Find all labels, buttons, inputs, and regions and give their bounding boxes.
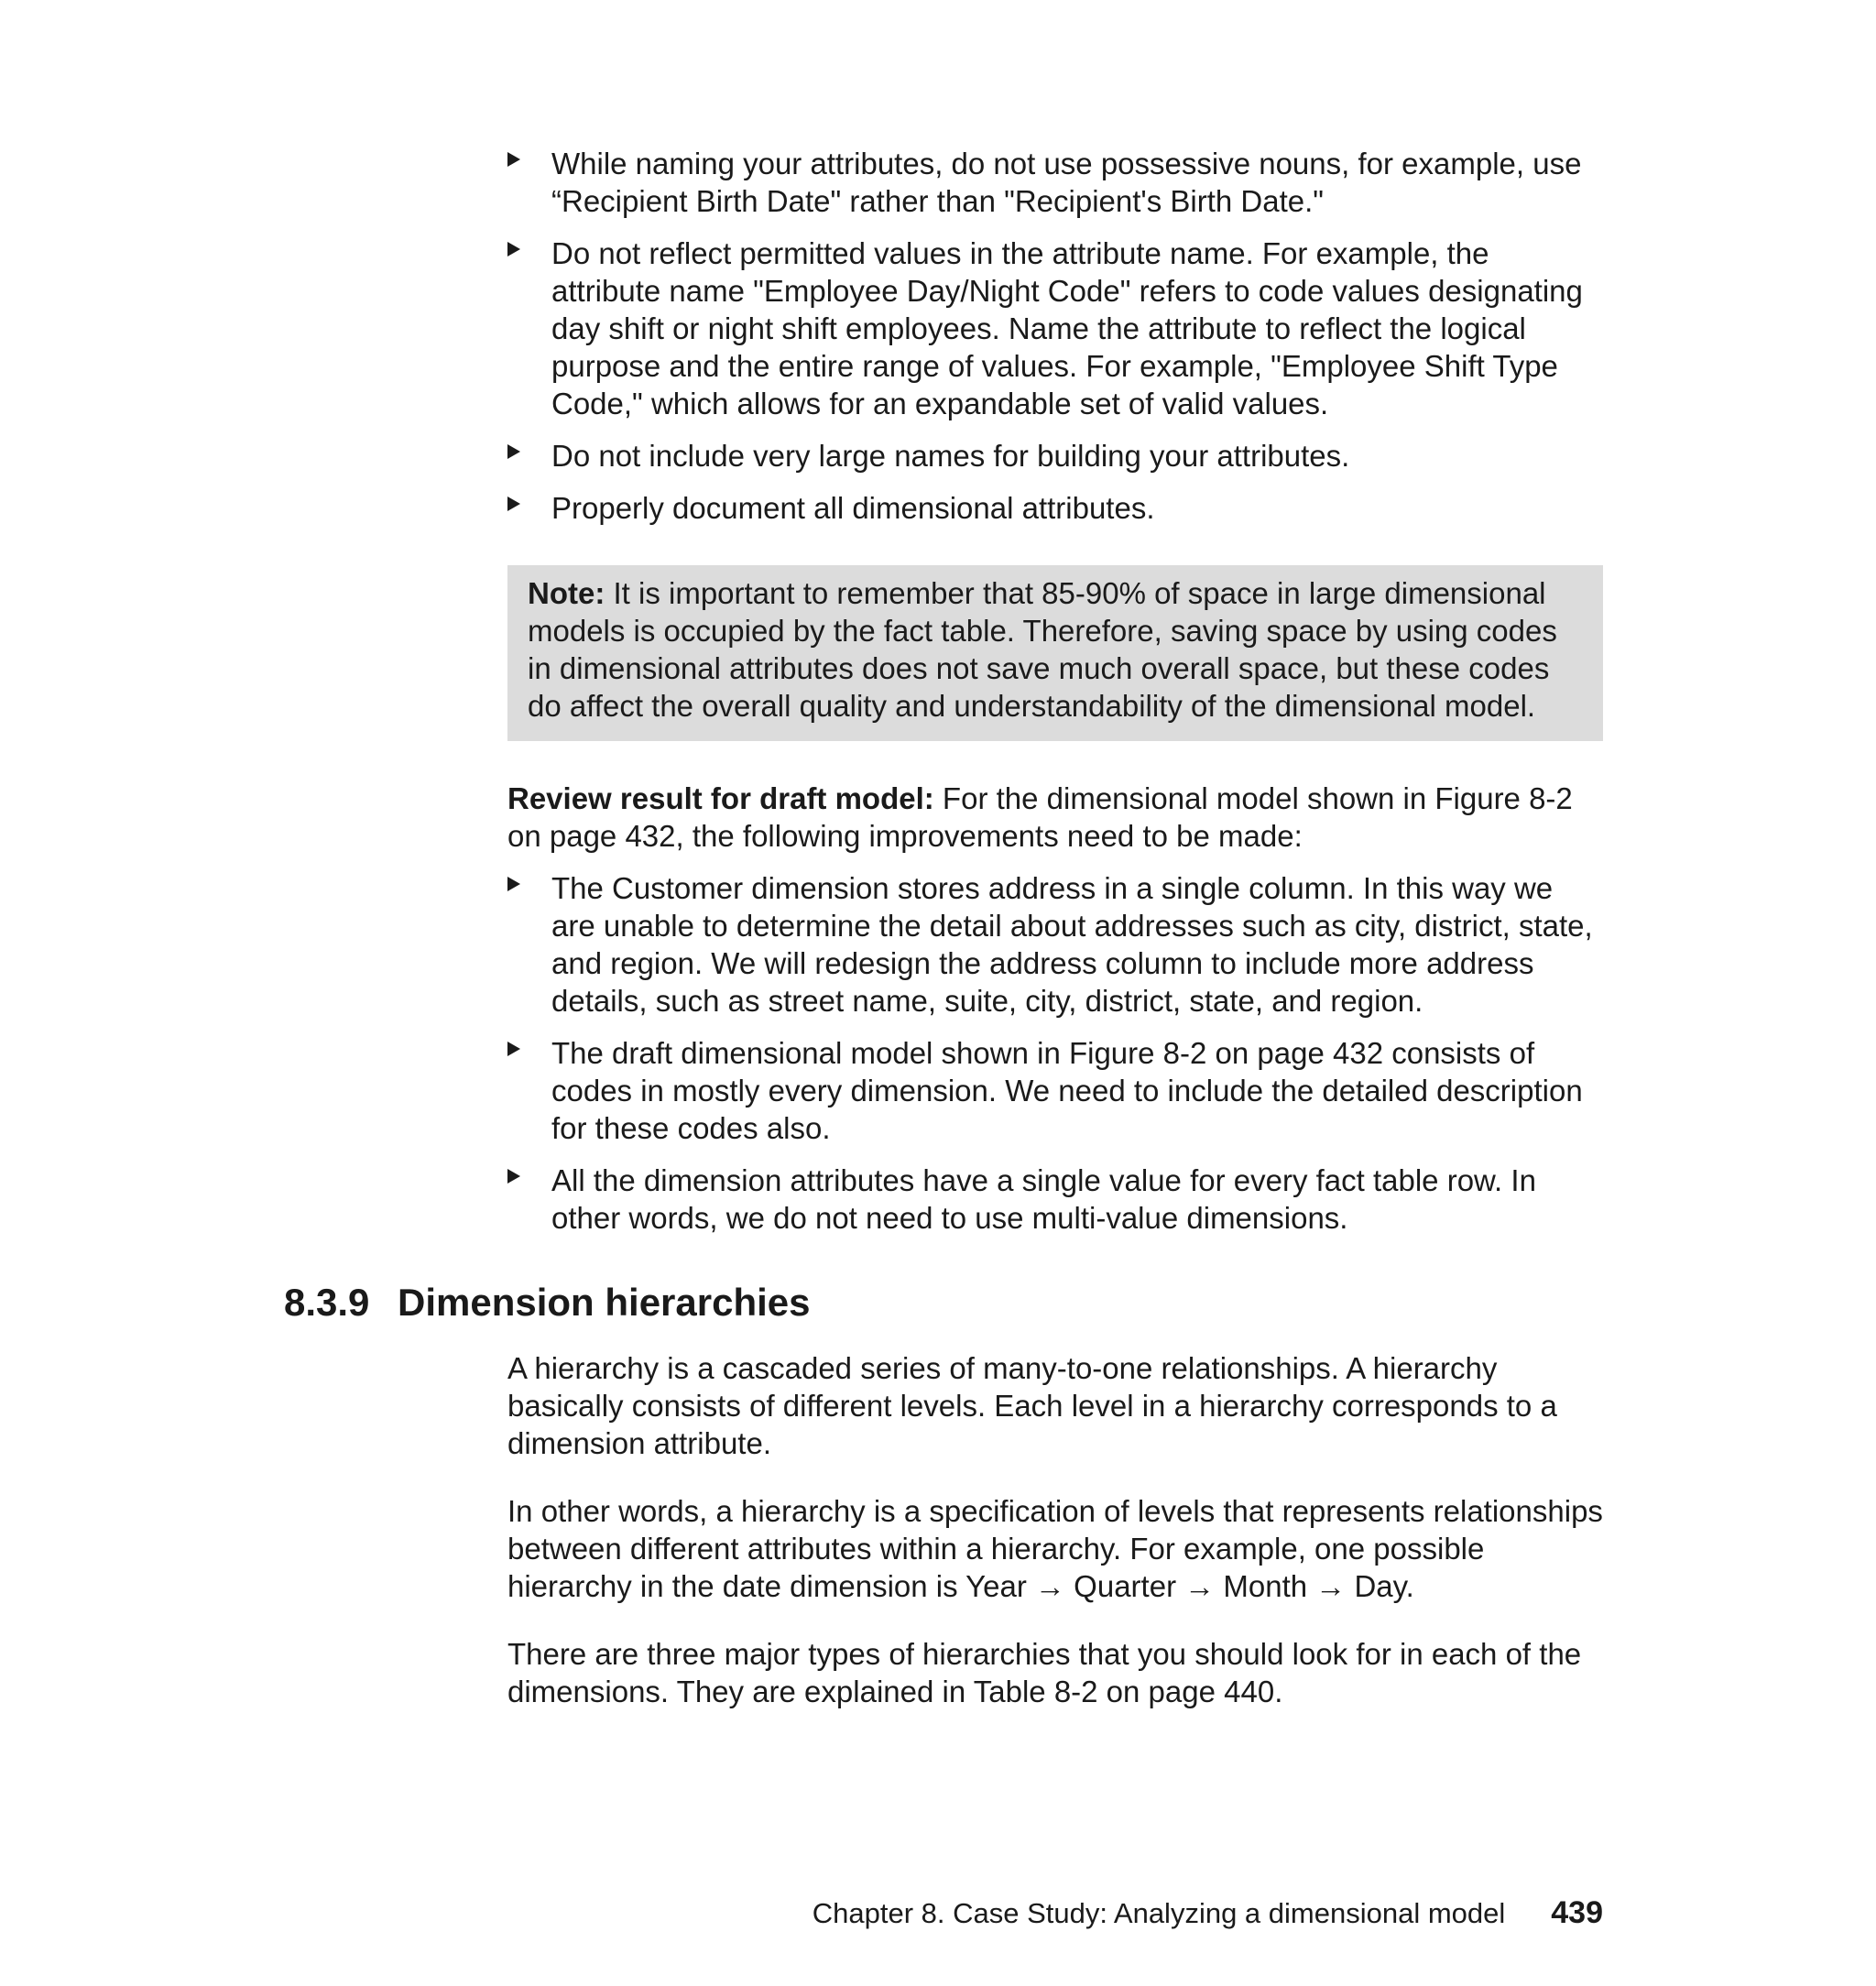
list-item	[507, 145, 1603, 220]
footer-chapter-title: Chapter 8. Case Study: Analyzing a dimensional model	[812, 1897, 1506, 1929]
triangle-bullet-icon	[507, 1169, 520, 1184]
list-item-text: Properly document all dimensional attributes.	[551, 491, 1155, 525]
main-content	[507, 145, 1603, 1237]
triangle-bullet-icon	[507, 496, 520, 511]
note-text: It is important to remember that 85-90% of space in large dimensional models is occupied by the fact table. Therefore, saving space by using codes in dimensional attributes does not save much overall space, but these codes do affect the overall quality and understandability of the dimensional model.	[528, 576, 1557, 723]
list-item-text: Do not include very large names for building your attributes.	[551, 439, 1350, 473]
body-paragraph: A hierarchy is a cascaded series of many-to-one relationships. A hierarchy basically consists of different levels. Each level in a hierarchy corresponds to a dimension attribute.	[507, 1351, 1557, 1460]
triangle-bullet-icon	[507, 152, 520, 167]
note-box	[507, 565, 1603, 741]
list-item	[507, 1034, 1603, 1147]
review-label: Review result for draft model:	[507, 781, 934, 815]
triangle-bullet-icon	[507, 242, 520, 256]
list-item	[507, 437, 1603, 475]
list-item	[507, 1162, 1603, 1237]
body-paragraph: There are three major types of hierarchies that you should look for in each of the dimensions. They are explained in Table 8-2 on page 440.	[507, 1637, 1582, 1708]
note-label: Note:	[528, 576, 605, 610]
page-number: 439	[1551, 1895, 1603, 1930]
list-item-text: All the dimension attributes have a single value for every fact table row. In other words, we do not need to use multi-value dimensions.	[551, 1163, 1536, 1235]
list-item	[507, 489, 1603, 527]
list-item-text: The Customer dimension stores address in a single column. In this way we are unable to determine the detail about addresses such as city, district, state, and region. We will redesign the address column to include more address details, such as street name, suite, city, district, state, and region.	[551, 871, 1593, 1018]
list-item-text: While naming your attributes, do not use possessive nouns, for example, use “Recipient Birth Date" rather than "Recipient's Birth Date."	[551, 147, 1582, 218]
review-text: For the dimensional model shown in Figure 8-2 on page 432, the following improvements need to be made:	[507, 781, 1573, 853]
list-item-text: Do not reflect permitted values in the attribute name. For example, the attribute name "Employee Day/Night Code" refers to code values designating day shift or night shift employees. Name the attribute to reflect the logical purpose and the entire range of values. For example, "Employee Shift Type Code," which allows for an expandable set of valid values.	[551, 236, 1583, 420]
list-item	[507, 869, 1603, 1020]
list-item-text: The draft dimensional model shown in Figure 8-2 on page 432 consists of codes in mostly every dimension. We need to include the detailed description for these codes also.	[551, 1036, 1583, 1145]
list-item	[507, 235, 1603, 422]
body-paragraph: In other words, a hierarchy is a specification of levels that represents relationships between different attributes within a hierarchy. For example, one possible hierarchy in the date dimension is Year → Quarter → Month → Day.	[507, 1494, 1603, 1603]
section-body	[507, 1349, 1603, 1740]
section-title: Dimension hierarchies	[398, 1281, 811, 1324]
page-footer	[813, 1894, 1603, 1932]
review-improvements-list	[507, 869, 1603, 1237]
review-paragraph	[507, 780, 1603, 855]
section-number: 8.3.9	[284, 1281, 370, 1324]
naming-guidelines-list	[507, 145, 1603, 527]
triangle-bullet-icon	[507, 1042, 520, 1056]
triangle-bullet-icon	[507, 444, 520, 459]
section-heading	[284, 1279, 811, 1326]
triangle-bullet-icon	[507, 877, 520, 891]
